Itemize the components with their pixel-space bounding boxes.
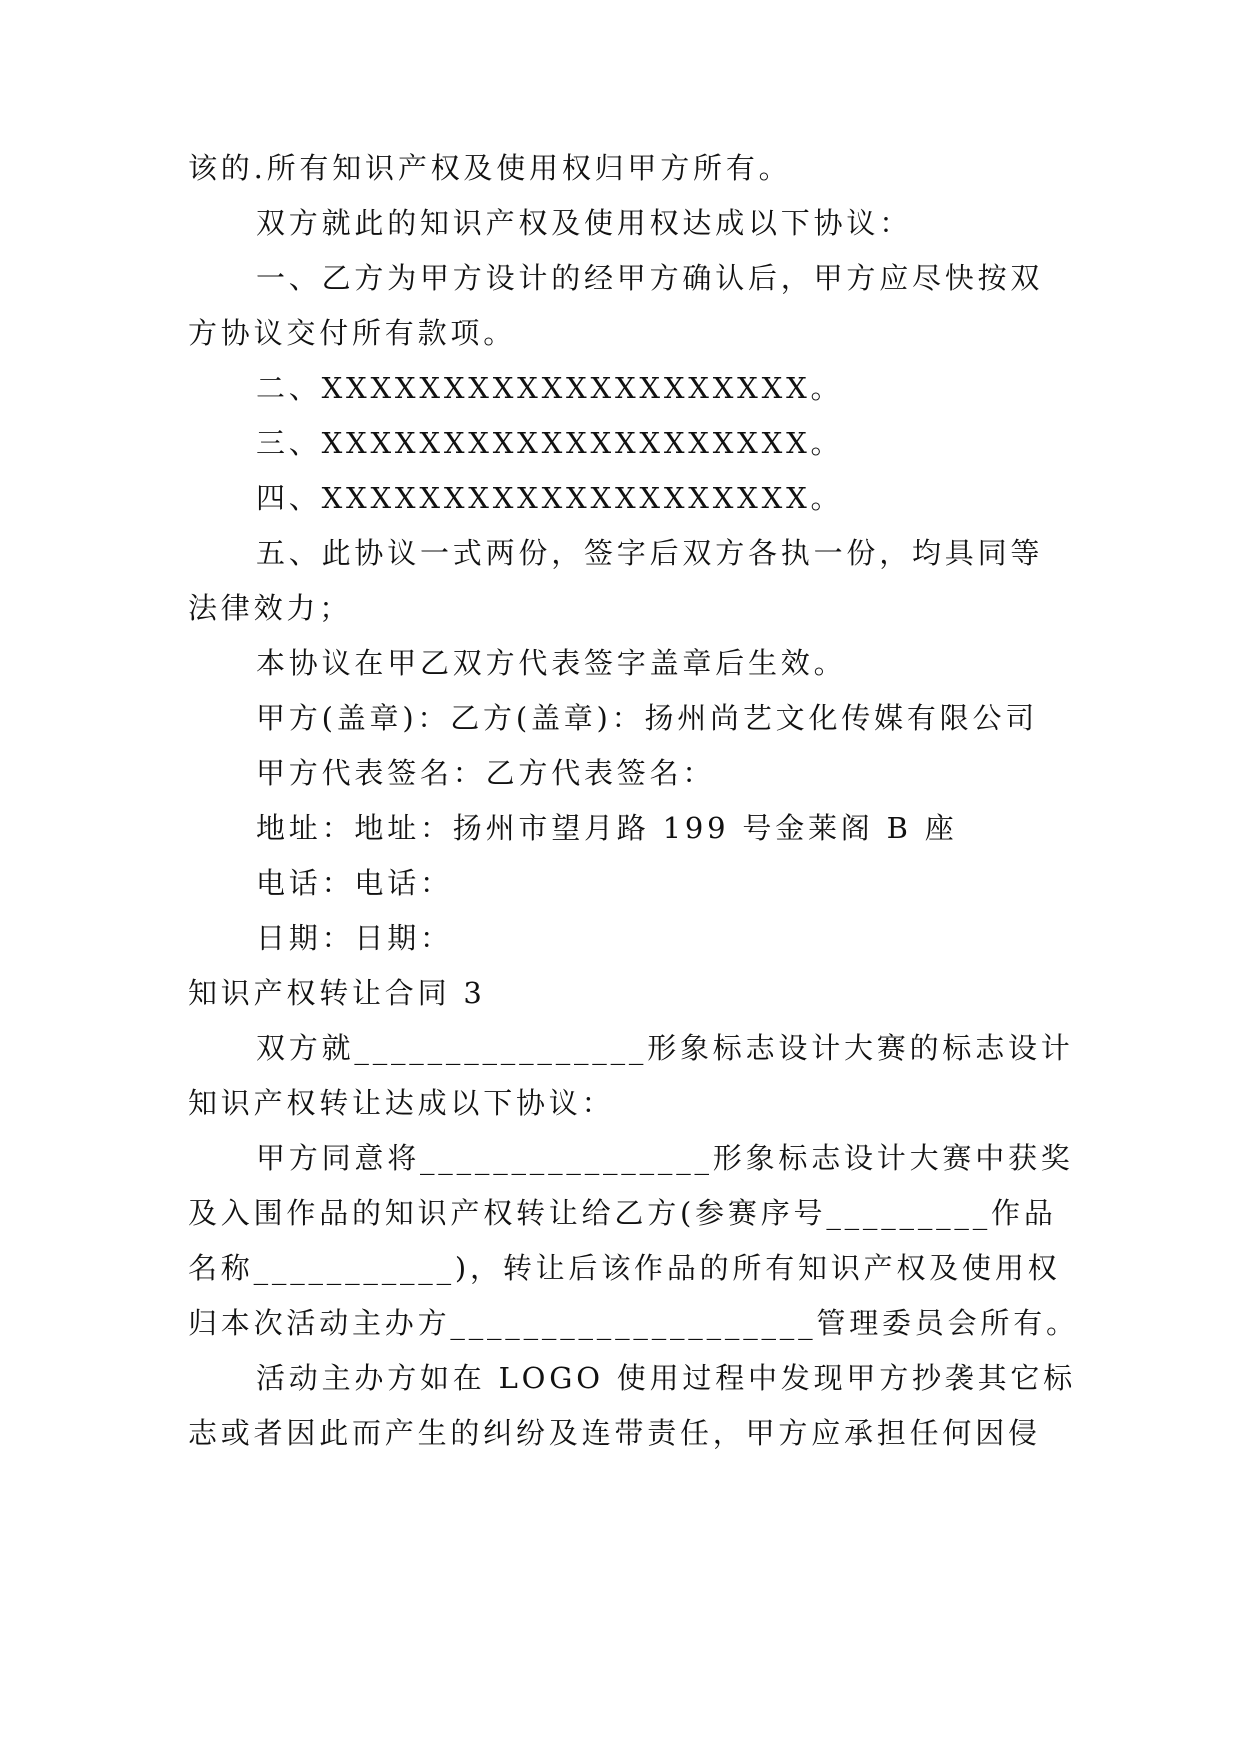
clause-2-line: 二、XXXXXXXXXXXXXXXXXXXX。 bbox=[256, 371, 844, 405]
effective-clause: 本协议在甲乙双方代表签字盖章后生效。 bbox=[256, 646, 847, 680]
phone-line: 电话：电话： bbox=[256, 866, 453, 900]
section-heading: 知识产权转让合同 3 bbox=[188, 976, 486, 1010]
paragraph-line: 该的.所有知识产权及使用权归甲方所有。 bbox=[188, 151, 792, 185]
clause-5-continuation: 法律效力； bbox=[188, 591, 353, 625]
paragraph-line: 甲方同意将________________形象标志设计大赛中获奖 bbox=[256, 1141, 1074, 1175]
address-line: 地址：地址：扬州市望月路 199 号金莱阁 B 座 bbox=[256, 811, 958, 845]
paragraph-line: 双方就________________形象标志设计大赛的标志设计 bbox=[256, 1031, 1074, 1065]
paragraph-line: 归本次活动主办方____________________管理委员会所有。 bbox=[188, 1306, 1079, 1340]
clause-1-continuation: 方协议交付所有款项。 bbox=[188, 316, 517, 350]
paragraph-line: 名称___________)，转让后该作品的所有知识产权及使用权 bbox=[188, 1251, 1061, 1285]
paragraph-line: 活动主办方如在 LOGO 使用过程中发现甲方抄袭其它标 bbox=[256, 1361, 1077, 1395]
seal-line: 甲方(盖章)：乙方(盖章)：扬州尚艺文化传媒有限公司 bbox=[256, 701, 1039, 735]
clause-3-line: 三、XXXXXXXXXXXXXXXXXXXX。 bbox=[256, 426, 844, 460]
signature-line: 甲方代表签名：乙方代表签名： bbox=[256, 756, 716, 790]
paragraph-line: 及入围作品的知识产权转让给乙方(参赛序号_________作品 bbox=[188, 1196, 1057, 1230]
paragraph-line: 知识产权转让达成以下协议： bbox=[188, 1086, 615, 1120]
date-line: 日期：日期： bbox=[256, 921, 453, 955]
clause-1-line: 一、乙方为甲方设计的经甲方确认后，甲方应尽快按双 bbox=[256, 261, 1044, 295]
clause-4-line: 四、XXXXXXXXXXXXXXXXXXXX。 bbox=[256, 481, 844, 515]
paragraph-line: 双方就此的知识产权及使用权达成以下协议： bbox=[256, 206, 913, 240]
clause-5-line: 五、此协议一式两份，签字后双方各执一份，均具同等 bbox=[256, 536, 1044, 570]
paragraph-line: 志或者因此而产生的纠纷及连带责任，甲方应承担任何因侵 bbox=[188, 1416, 1041, 1450]
